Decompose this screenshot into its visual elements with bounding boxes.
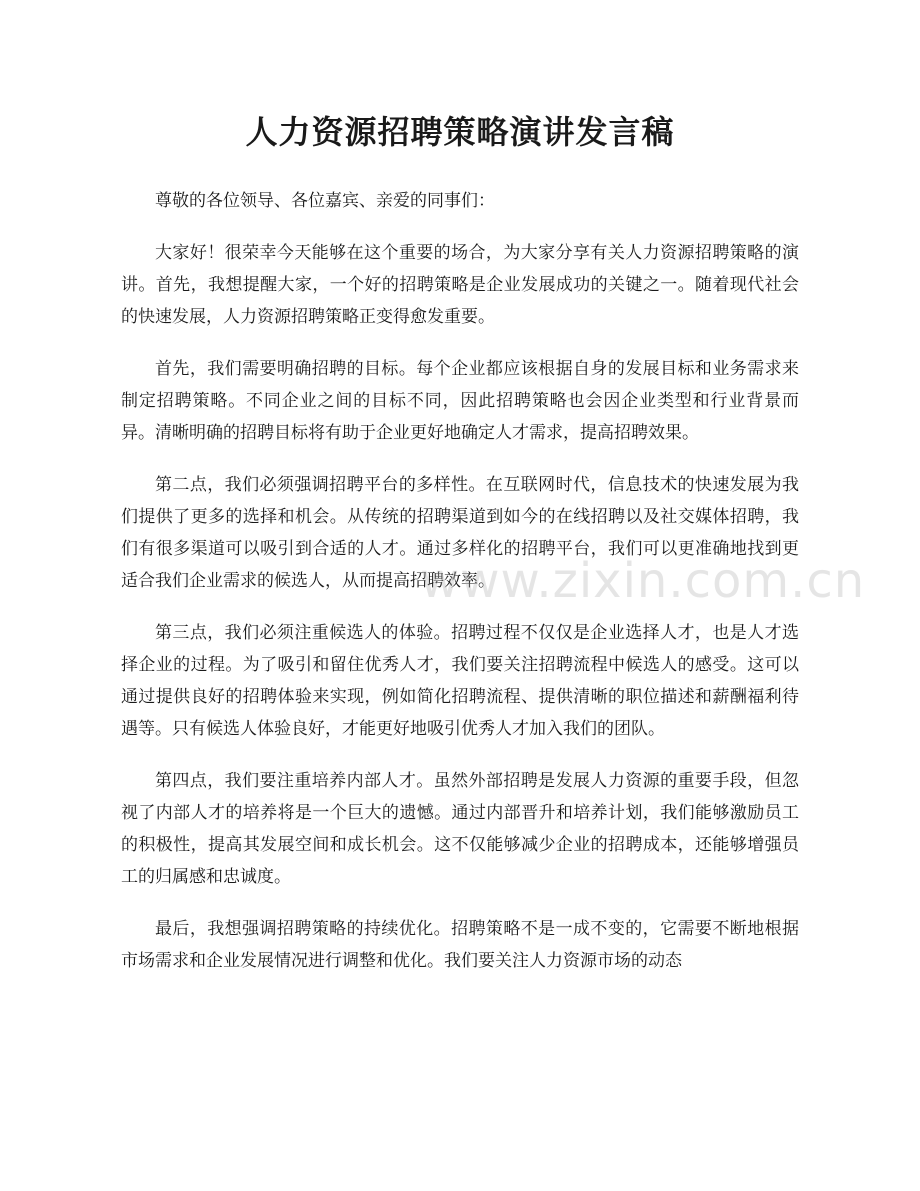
paragraph-point-3: 第三点，我们必须注重候选人的体验。招聘过程不仅仅是企业选择人才，也是人才选择企业的过程。为了吸引和留住优秀人才，我们要关注招聘流程中候选人的感受。这可以通过提供良好的招聘体验来实现，例如简化招聘流程、提供清晰的职位描述和薪酬福利待遇等。只有候选人体验良好，才能更好地吸引优秀人才加入我们的团队。 xyxy=(121,623,799,739)
paragraph-intro: 大家好！很荣幸今天能够在这个重要的场合，为大家分享有关人力资源招聘策略的演讲。首先，我想提醒大家，一个好的招聘策略是企业发展成功的关键之一。随着现代社会的快速发展，人力资源招聘策略正变得愈发重要。 xyxy=(121,243,799,327)
paragraph-salutation: 尊敬的各位领导、各位嘉宾、亲爱的同事们： xyxy=(155,191,495,211)
watermark: www.zixin.com.cn xyxy=(420,553,866,609)
paragraph-point-4: 第四点，我们要注重培养内部人才。虽然外部招聘是发展人力资源的重要手段，但忽视了内部人才的培养将是一个巨大的遗憾。通过内部晋升和培养计划，我们能够激励员工的积极性，提高其发展空间和成长机会。这不仅能够减少企业的招聘成本，还能够增强员工的归属感和忠诚度。 xyxy=(121,771,799,887)
document-body xyxy=(121,185,799,997)
document-title: 人力资源招聘策略演讲发言稿 xyxy=(245,113,675,151)
paragraph-point-2: 第二点，我们必须强调招聘平台的多样性。在互联网时代，信息技术的快速发展为我们提供了更多的选择和机会。从传统的招聘渠道到如今的在线招聘以及社交媒体招聘，我们有很多渠道可以吸引到合适的人才。通过多样化的招聘平台，我们可以更准确地找到更适合我们企业需求的候选人，从而提高招聘效率。 xyxy=(121,475,799,591)
paragraph-conclusion: 最后，我想强调招聘策略的持续优化。招聘策略不是一成不变的，它需要不断地根据市场需求和企业发展情况进行调整和优化。我们要关注人力资源市场的动态 xyxy=(121,919,799,971)
paragraph-point-1: 首先，我们需要明确招聘的目标。每个企业都应该根据自身的发展目标和业务需求来制定招聘策略。不同企业之间的目标不同，因此招聘策略也会因企业类型和行业背景而异。清晰明确的招聘目标将有助于企业更好地确定人才需求，提高招聘效果。 xyxy=(121,359,799,443)
